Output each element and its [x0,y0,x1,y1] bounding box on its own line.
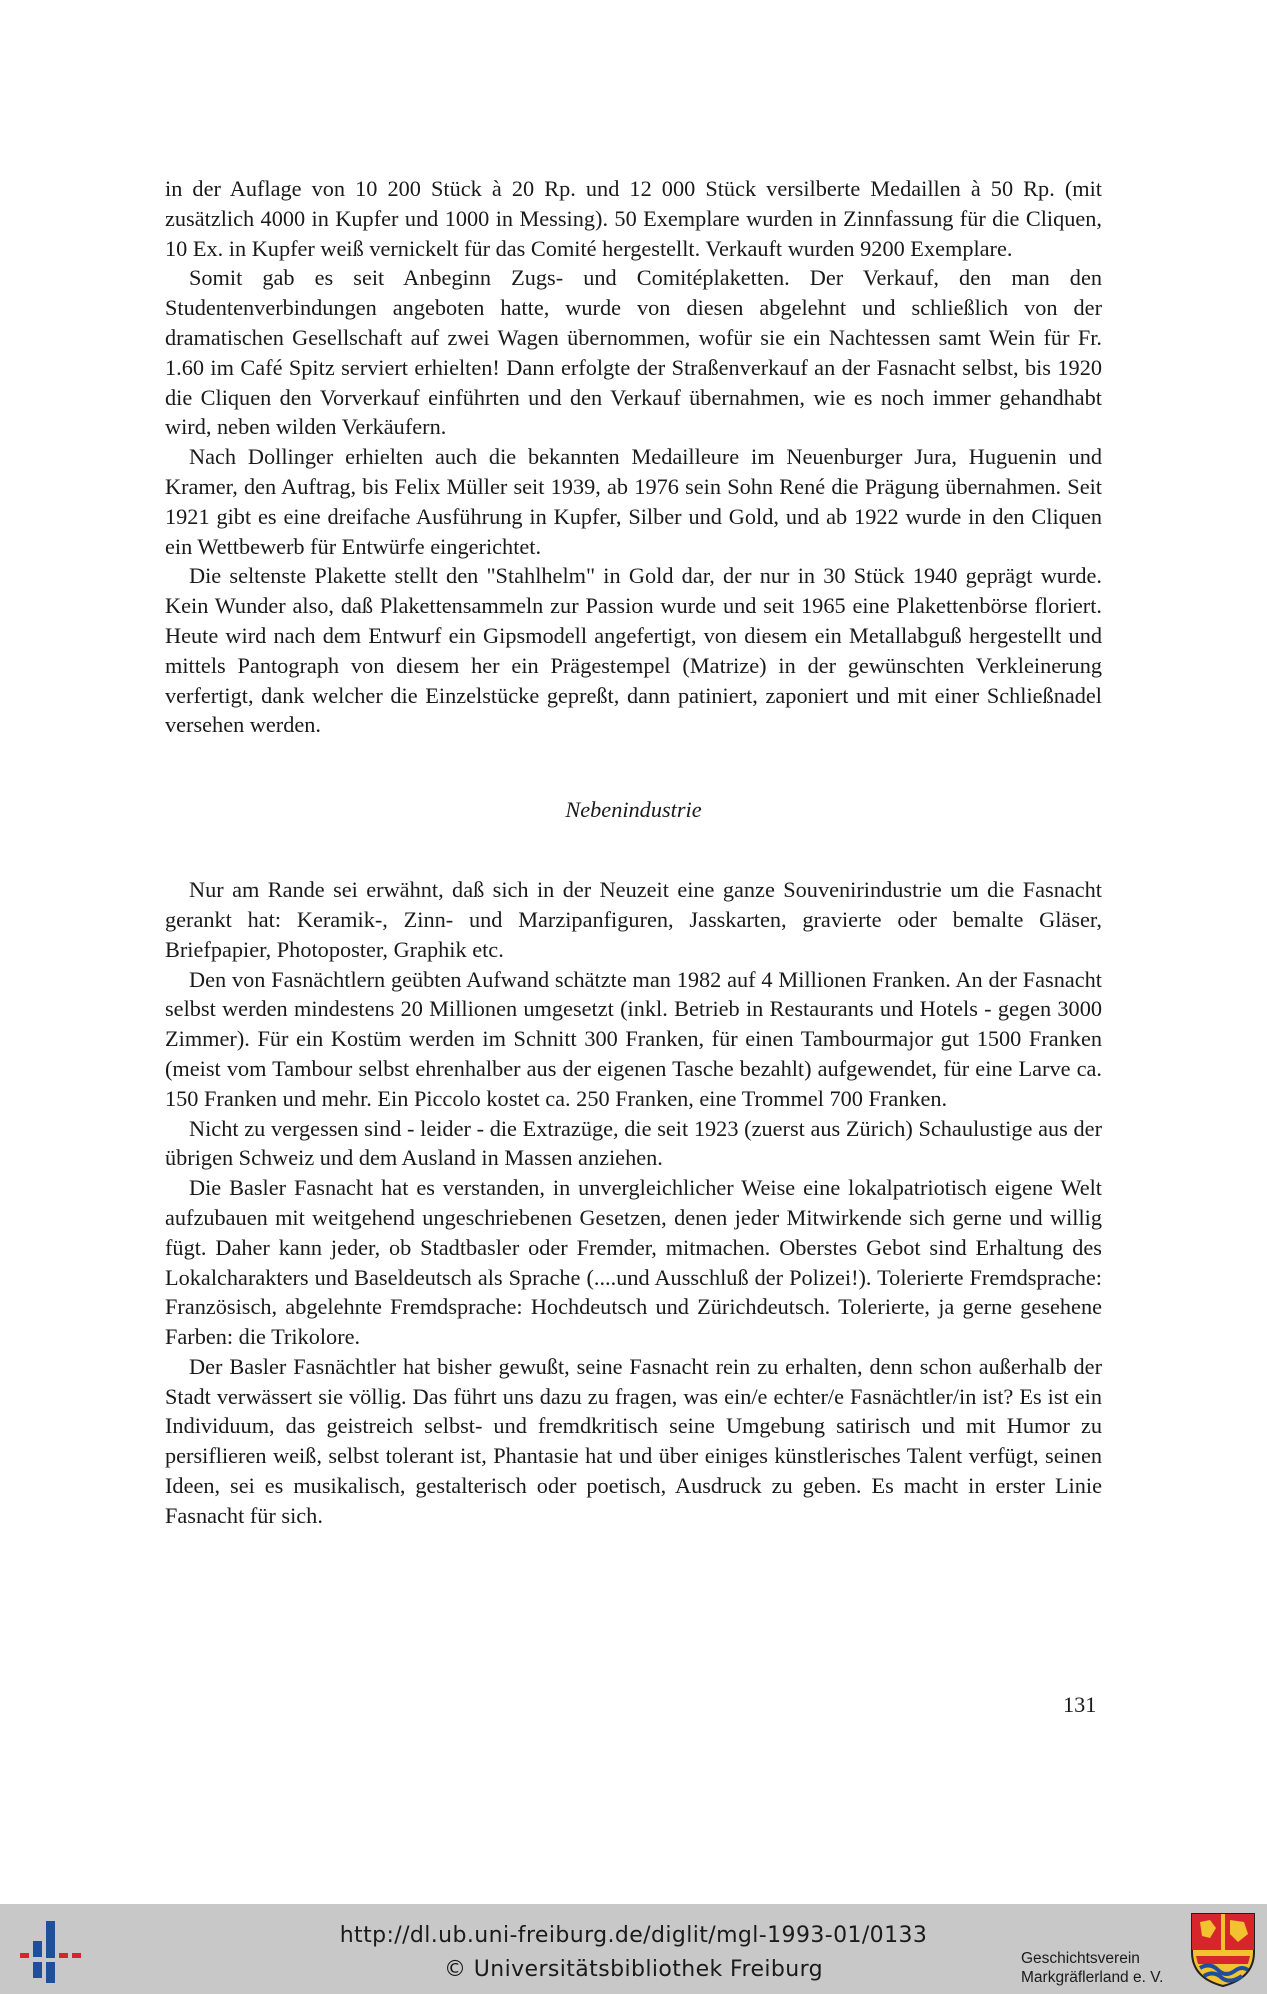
copyright-text: © Universitätsbibliothek Freiburg [443,1957,824,1982]
society-name-line: Geschichtsverein [1021,1950,1140,1967]
coat-of-arms-icon [1190,1912,1256,1988]
paragraph: Nur am Rande sei erwähnt, daß sich in der Neuzeit eine ganze Souvenirindustrie um die Fasnacht gerankt hat: Keramik-, Zinn- und Marzipanfiguren, Jasskarten, gravierte oder bemalte Gläser, Briefpapier, Photoposter, Graphik etc. [165,877,1102,962]
document-body [165,174,1102,1531]
footer-bar [0,1904,1267,1994]
paragraph: Somit gab es seit Anbeginn Zugs- und Comitéplaketten. Der Verkauf, den man den Studentenverbindungen angeboten hatte, wurde von diesen abgelehnt und schließlich von der dramatischen Gesellschaft auf zwei Wagen übernommen, wofür sie ein Nachtessen samt Wein für Fr. 1.60 im Café Spitz serviert erhielten! Dann erfolgte der Straßenverkauf an der Fasnacht selbst, bis 1920 die Cliquen den Vorverkauf einführten und den Verkauf übernahmen, wie es noch immer gehandhabt wird, neben wilden Verkäufern. [165,265,1102,440]
paragraph: Nicht zu vergessen sind - leider - die Extrazüge, die seit 1923 (zuerst aus Zürich) Schaulustige aus der übrigen Schweiz und dem Ausland in Massen anziehen. [165,1115,1102,1171]
digital-library-link[interactable]: http://dl.ub.uni-freiburg.de/diglit/mgl-1993-01/0133 [339,1923,928,1948]
paragraph: Den von Fasnächtlern geübten Aufwand schätzte man 1982 auf 4 Millionen Franken. An der Fasnacht selbst werden mindestens 20 Millionen umgesetzt (inkl. Betrieb in Restaurants und Hotels - gegen 3000 Zimmer). Für ein Kostüm werden im Schnitt 300 Franken, für einen Tambourmajor gut 1500 Franken (meist vom Tambour selbst ehrenhalber aus der eigenen Tasche bezahlt) aufgewendet, für eine Larve ca. 150 Franken und mehr. Ein Piccolo kostet ca. 250 Franken, eine Trommel 700 Franken. [165,966,1102,1111]
paragraph: Die Basler Fasnacht hat es verstanden, in unvergleichlicher Weise eine lokalpatriotisch eigene Welt aufzubauen mit weitgehend ungeschriebenen Gesetzen, denen jeder Mitwirkende sich gerne und willig fügt. Daher kann jeder, ob Stadtbasler oder Fremder, mitmachen. Oberstes Gebot sind Erhaltung des Lokalcharakters und Baseldeutsch als Sprache (....und Ausschluß der Polizei!). Tolerierte Fremdsprache: Französisch, abgelehnte Fremdsprache: Hochdeutsch und Zürichdeutsch. Tolerierte, ja gerne gesehene Farben: die Trikolore. [165,1175,1102,1350]
paragraph: Nach Dollinger erhielten auch die bekannten Medailleure im Neuenburger Jura, Huguenin und Kramer, den Auftrag, bis Felix Müller seit 1939, ab 1976 sein Sohn René die Prägung übernahmen. Seit 1921 gibt es eine dreifache Ausführung in Kupfer, Silber und Gold, und ab 1922 wurde in den Cliquen ein Wettbewerb für Entwürfe eingerichtet. [165,444,1102,559]
paragraph: Der Basler Fasnächtler hat bisher gewußt, seine Fasnacht rein zu erhalten, denn schon außerhalb der Stadt verwässert sie völlig. Das führt uns dazu zu fragen, was ein/e echter/e Fasnächtler/in ist? Es ist ein Individuum, das geistreich selbst- und fremdkritisch seine Umgebung satirisch und mit Humor zu persiflieren weiß, selbst tolerant ist, Phantasie hat und über einiges künstlerisches Talent verfügt, seinen Ideen, sei es musikalisch, gestalterisch oder poetisch, Ausdruck zu geben. Es macht in erster Linie Fasnacht für sich. [165,1353,1102,1528]
society-name [1021,1949,1163,1987]
paragraph: in der Auflage von 10 200 Stück à 20 Rp. und 12 000 Stück versilberte Medaillen à 50 Rp. (mit zusätzlich 4000 in Kupfer und 1000 in Messing). 50 Exemplare wurden in Zinnfassung für die Cliquen, 10 Ex. in Kupfer weiß vernickelt für das Comité hergestellt. Verkauft wurden 9200 Exemplare. [165,176,1102,261]
society-name-line: Markgräflerland e. V. [1021,1969,1164,1986]
section-heading: Nebenindustrie [565,797,702,823]
page-number: 131 [1063,1692,1097,1717]
paragraph: Die seltenste Plakette stellt den "Stahlhelm" in Gold dar, der nur in 30 Stück 1940 geprägt wurde. Kein Wunder also, daß Plakettensammeln zur Passion wurde und seit 1965 eine Plakettenbörse floriert. Heute wird nach dem Entwurf ein Gipsmodell angefertigt, von diesem ein Metallabguß hergestellt und mittels Pantograph von diesem her ein Prägestempel (Matrize) in der gewünschten Verkleinerung verfertigt, dank welcher die Einzelstücke gepreßt, dann patiniert, zaponiert und mit einer Schließnadel versehen werden. [165,563,1102,738]
